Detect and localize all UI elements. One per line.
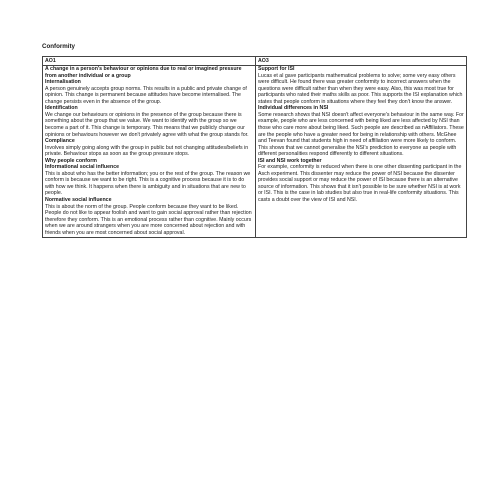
right-heading: Support for ISI [258,66,295,73]
content-table [42,56,467,238]
header-row [43,57,467,66]
left-heading: Why people conform [45,157,97,164]
left-heading: Internalisation [45,79,81,86]
left-paragraph: This is about who has the better information; you or the rest of the group. The reason we conform is because we want to be right. This is a cognitive process because it is to do with how we think. It happens when there is ambiguity and in situations that are new to people. [45,170,251,197]
right-paragraph: For example, conformity is reduced when there is one other dissenting participant in the Asch experiment. This dissenter may reduce the power of NSI because the dissenter provides social support or may reduce the power of ISI because there is an alternative source of information. This shows that it isn't possible to be sure whether NSI is at work or ISI. This is the case in lab studies but also true in real-life conformity situations. This casts a doubt over the view of ISI and NSI. [258,164,462,203]
left-paragraph: This is about the norm of the group. People conform because they want to be liked. People do not like to appear foolish and want to gain social approval rather than rejection therefore they conform. This is an emotional process rather than cognitive. Mainly occurs when we are around strangers when you are more concerned about rejection and with friends when you are most concerned about social approval. [45,203,252,236]
left-heading: Normative social influence [45,196,112,203]
content-row [43,65,467,237]
right-paragraph: Lucas et al gave participants mathematical problems to solve; some very easy others were difficult. He found there was greater conformity to incorrect answers when the questions were difficult rather than when they were easy. Also, this was most true for participants who rated their maths skills as poor. This supports the ISI explanation which states that people conform in situations where they feel they don't know the answer. [258,72,463,105]
right-heading: Individual differences in NSI [258,105,329,112]
document-title: Conformity [42,43,75,50]
left-heading: Informational social influence [45,164,120,171]
left-heading: Compliance [45,138,75,145]
left-paragraph: We change our behaviours or opinions in the presence of the group because there is something about the group that we value. We want to identify with the group so we become a part of it. This change is temporary. This means that we publicly change our opinions or behaviours however we don't privately agree with what the group stands for. [45,111,249,138]
left-paragraph: A person genuinely accepts group norms. This results in a public and private change of opinion. This change is permanent because attitudes have become internalised. The change persists even in the absence of the group. [45,85,247,105]
left-paragraph: Involves simply going along with the group in public but not changing attitudes/beliefs in private. Behaviour stops as soon as the group pressure stops. [45,144,249,158]
ao1-cell [43,65,256,237]
right-paragraph: Some research shows that NSI doesn't affect everyone's behaviour in the same way. For example, people who are less concerned with being liked are less affected by NSI than those who care more about being liked. Such people are described as nAffiliators. These are the people who have a greater need for being in relationship with others. McGhee and Teevan found that students high in need of affiliation were more likely to conform. This shows that we cannot generalise the NSI's prediction to everyone as people with different personalities respond differently to different situations. [258,111,464,158]
right-heading: ISI and NSI work together [258,157,322,164]
column-header-ao1: AO1 [43,57,256,66]
left-heading: A change in a person's behaviour or opinions due to real or imagined pressure from another individual or a group [45,66,242,79]
ao3-cell [256,65,467,237]
column-header-ao3: AO3 [256,57,467,66]
left-heading: Identification [45,105,78,112]
